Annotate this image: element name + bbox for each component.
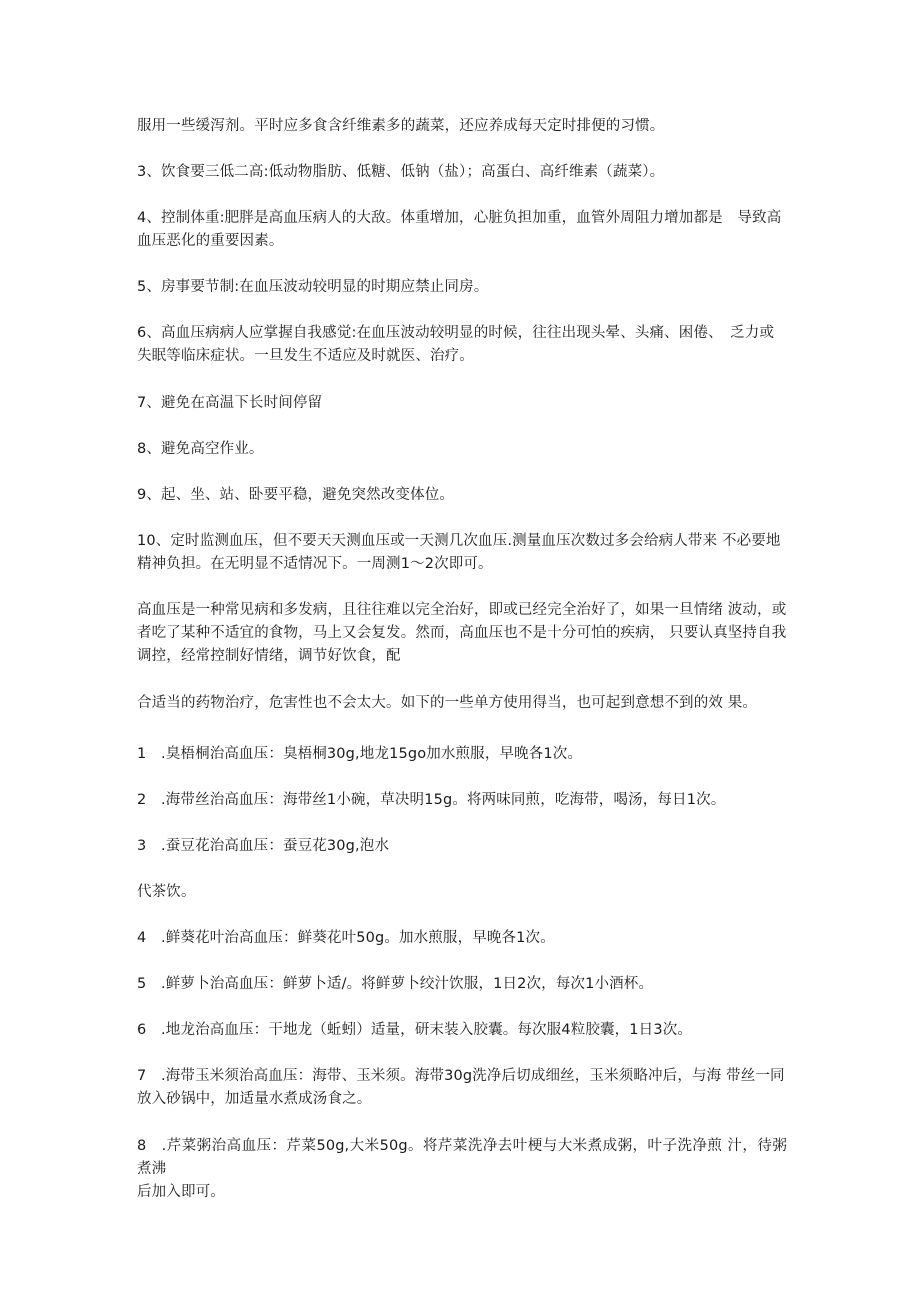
paragraph: [137, 973, 787, 996]
text-line: 5、房事要节制:在血压波动较明显的时期应禁止同房。: [137, 279, 489, 295]
paragraph: [137, 835, 787, 858]
text-line: 血压恶化的重要因素。: [137, 233, 284, 249]
paragraph: [137, 484, 787, 507]
text-line: 6 .地龙治高血压：干地龙（蚯蚓）适量，研末装入胶囊。每次服4粒胶囊，1日3次。: [137, 1022, 693, 1038]
paragraph: [137, 927, 787, 950]
paragraph: [137, 692, 787, 715]
paragraph: [137, 1135, 787, 1204]
paragraph: [137, 743, 787, 766]
text-line: 精神负担。在无明显不适情况下。一周测1～2次即可。: [137, 556, 493, 572]
text-line: 合适当的药物治疗，危害性也不会太大。如下的一些单方使用得当，也可起到意想不到的效 果。: [137, 695, 758, 711]
text-line: 调控，经常控制好情绪，调节好饮食，配: [137, 648, 401, 664]
text-line: 5 .鲜萝卜治高血压：鲜萝卜适/。将鲜萝卜绞汁饮服，1日2次，每次1小酒杯。: [137, 976, 654, 992]
text-line: 7、避免在高温下长时间停留: [137, 395, 323, 411]
text-line: 后加入即可。: [137, 1184, 225, 1200]
text-line: 7 .海带玉米须治高血压：海带、玉米须。海带30g洗净后切成细丝，玉米须略冲后，与海 带丝一同: [137, 1068, 785, 1084]
text-line: 服用一些缓泻剂。平时应多食含纤维素多的蔬菜，还应养成每天定时排便的习惯。: [137, 118, 665, 134]
paragraph: [137, 789, 787, 812]
text-line: 2 .海带丝治高血压：海带丝1小碗，草决明15g。将两味同煎，吃海带，喝汤，每日1次。: [137, 792, 726, 808]
text-line: 8 .芹菜粥治高血压：芹菜50g,大米50g。将芹菜洗净去叶梗与大米煮成粥，叶子洗净煎 汁，待粥煮沸: [137, 1138, 787, 1177]
paragraph: [137, 115, 787, 138]
text-line: 失眠等临床症状。一旦发生不适应及时就医、治疗。: [137, 348, 474, 364]
text-line: 代茶饮。: [137, 884, 196, 900]
paragraph: [137, 322, 787, 368]
text-line: 4 .鲜葵花叶治高血压：鲜葵花叶50g。加水煎服，早晚各1次。: [137, 930, 555, 946]
paragraph: [137, 1019, 787, 1042]
text-line: 者吃了某种不适宜的食物，马上又会复发。然而，高血压也不是十分可怕的疾病， 只要认真坚持自我: [137, 625, 787, 641]
paragraph: [137, 1065, 787, 1111]
paragraph: [137, 276, 787, 299]
text-line: 10、定时监测血压，但不要天天测血压或一天测几次血压.测量血压次数过多会给病人带来 不必要地: [137, 533, 781, 549]
text-line: 1 .臭梧桐治高血压：臭梧桐30g,地龙15go加水煎服，早晚各1次。: [137, 746, 583, 762]
text-line: 6、高血压病病人应掌握自我感觉:在血压波动较明显的时候，往往出现头晕、头痛、困倦、 乏力或: [137, 325, 775, 341]
paragraph: [137, 438, 787, 461]
text-line: 8、避免高空作业。: [137, 441, 264, 457]
text-line: 9、起、坐、站、卧要平稳，避免突然改变体位。: [137, 487, 455, 503]
text-line: 3 .蚕豆花治高血压：蚕豆花30g,泡水: [137, 838, 390, 854]
paragraph: [137, 599, 787, 668]
paragraph: [137, 881, 787, 904]
text-line: 4、控制体重:肥胖是高血压病人的大敌。体重增加，心脏负担加重，血管外周阻力增加都是 导致高: [137, 210, 782, 226]
paragraph: [137, 530, 787, 576]
paragraph: [137, 207, 787, 253]
paragraph: [137, 392, 787, 415]
text-line: 高血压是一种常见病和多发病，且往往难以完全治好，即或已经完全治好了，如果一旦情绪 波动，或: [137, 602, 787, 618]
paragraph: [137, 161, 787, 184]
text-line: 3、饮食要三低二高:低动物脂肪、低糖、低钠（盐）；高蛋白、高纤维素（蔬菜）。: [137, 164, 665, 180]
text-line: 放入砂锅中，加适量水煮成汤食之。: [137, 1091, 372, 1107]
